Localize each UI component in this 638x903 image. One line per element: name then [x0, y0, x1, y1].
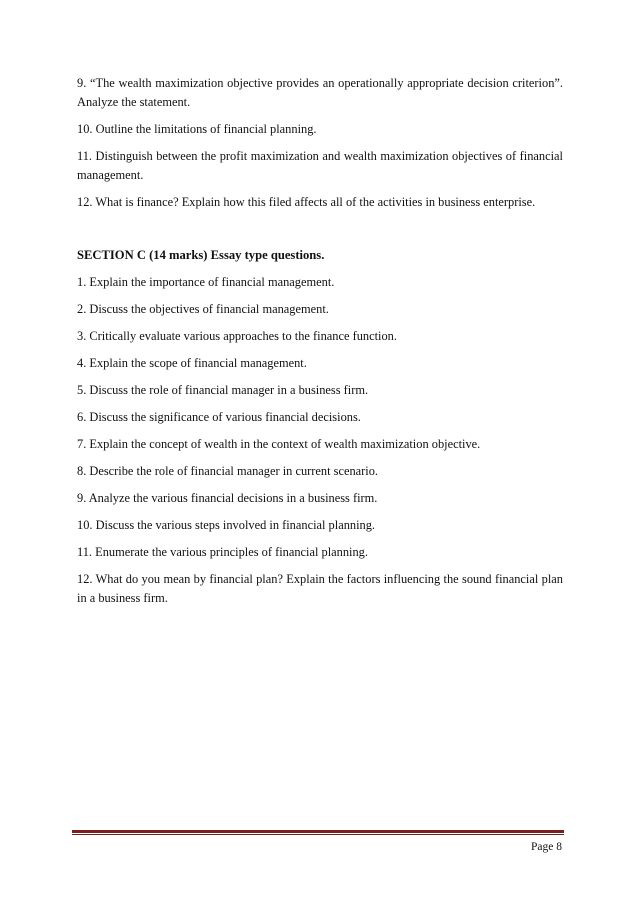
- question-c-7: 7. Explain the concept of wealth in the context of wealth maximization objective.: [77, 437, 481, 451]
- question-c-10: 10. Discuss the various steps involved in financial planning.: [77, 518, 376, 532]
- question-b-9: 9. “The wealth maximization objective provides an operationally appropriate decision criterion”. Analyze the statement.: [77, 76, 563, 109]
- question-b-12: 12. What is finance? Explain how this filed affects all of the activities in business enterprise.: [77, 195, 536, 209]
- footer-rule-thick: [72, 830, 564, 833]
- question-c-4: 4. Explain the scope of financial management.: [77, 356, 307, 370]
- question-b-10: 10. Outline the limitations of financial planning.: [77, 122, 317, 136]
- document-page: [77, 74, 563, 616]
- section-spacer: [77, 220, 563, 246]
- page-number: Page 8: [531, 841, 562, 853]
- question-c-12: 12. What do you mean by financial plan? Explain the factors influencing the sound financial plan in a business firm.: [77, 572, 563, 605]
- question-c-3: 3. Critically evaluate various approaches to the finance function.: [77, 329, 397, 343]
- footer-rule-thin: [72, 834, 564, 835]
- question-c-8: 8. Describe the role of financial manager in current scenario.: [77, 464, 379, 478]
- question-c-11: 11. Enumerate the various principles of financial planning.: [77, 545, 368, 559]
- section-c-heading: SECTION C (14 marks) Essay type questions.: [77, 248, 325, 262]
- footer-rule: [72, 830, 564, 836]
- question-c-5: 5. Discuss the role of financial manager in a business firm.: [77, 383, 369, 397]
- question-c-1: 1. Explain the importance of financial management.: [77, 275, 335, 289]
- question-c-2: 2. Discuss the objectives of financial management.: [77, 302, 329, 316]
- question-c-9: 9. Analyze the various financial decisions in a business firm.: [77, 491, 378, 505]
- question-b-11: 11. Distinguish between the profit maximization and wealth maximization objectives of financial management.: [77, 149, 563, 182]
- question-c-6: 6. Discuss the significance of various financial decisions.: [77, 410, 361, 424]
